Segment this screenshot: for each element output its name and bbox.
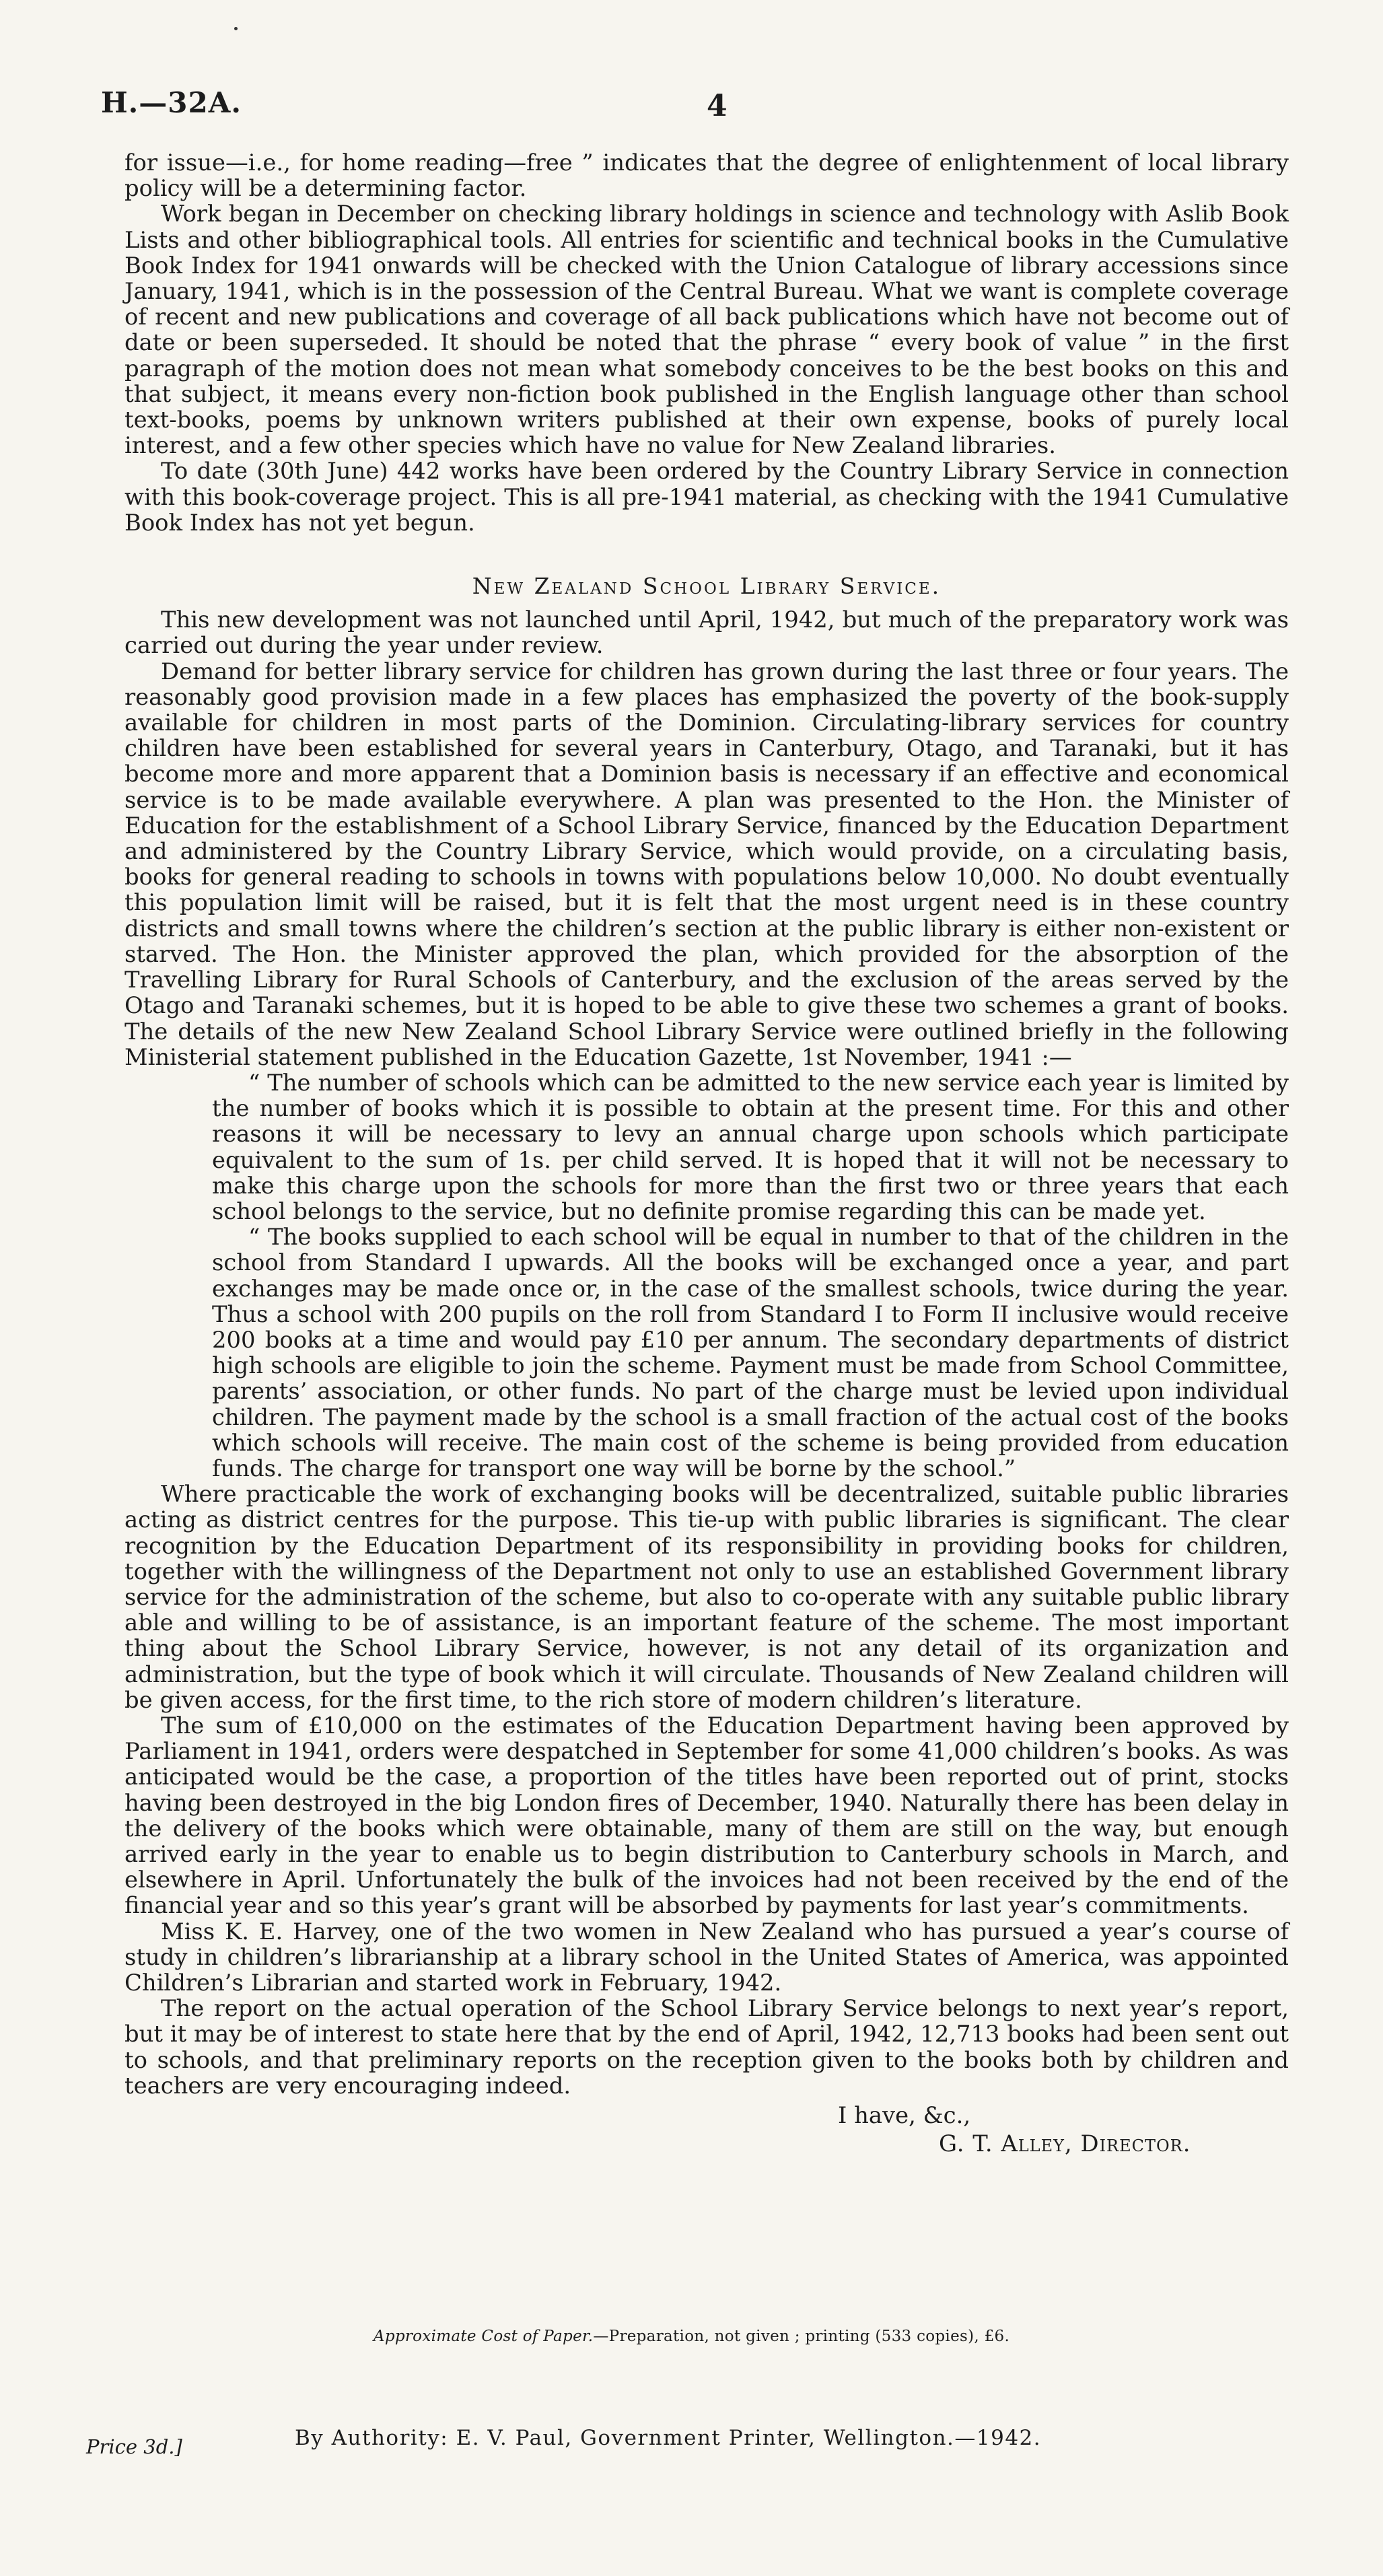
- section-heading: New Zealand School Library Service.: [472, 573, 942, 600]
- paragraph-exchanging: Where practicable the work of exchanging books will be decentralized, suitable public libraries acting as district centres for the purpose. This tie-up with public libraries is significant. The clear recognition by the Education Department of its responsibility in providing books for children, together with the willingness of the Department not only to use an established Government library service for the administration of the scheme, but also to co-operate with any suitable public library able and willing to be of assistance, is an important feature of the scheme. The most important thing about the School Library Service, however, is not any detail of its organization and administration, but the type of book which it will circulate. Thousands of New Zealand children will be given access, for the first time, to the rich store of modern children’s literature.: [125, 1481, 1289, 1713]
- page-number: 4: [707, 89, 728, 123]
- paragraph-new-development: This new development was not launched until April, 1942, but much of the preparatory work was carried out during the year under review.: [125, 606, 1289, 659]
- document-body: [125, 150, 1289, 2163]
- paragraph-report: The report on the actual operation of the School Library Service belongs to next year’s report, but it may be of interest to state here that by the end of April, 1942, 12,713 books had been sent out to schools, and that preliminary reports on the reception given to the books both by children and teachers are very encouraging indeed.: [125, 1995, 1289, 2099]
- printer-imprint: By Authority: E. V. Paul, Government Printer, Wellington.—1942.: [295, 2426, 1042, 2450]
- closing-signature: G. T. Alley, Director.: [939, 2130, 1191, 2157]
- printer-dot-mark: [234, 27, 238, 30]
- paragraph-demand: Demand for better library service for children has grown during the last three or four years. The reasonably good provision made in a few places has emphasized the poverty of the book-supply available for children in most parts of the Dominion. Circulating-library services for country children have been established for several years in Canterbury, Otago, and Taranaki, but it has become more and more apparent that a Dominion basis is necessary if an effective and economical service is to be made available everywhere. A plan was presented to the Hon. the Minister of Education for the establishment of a School Library Service, financed by the Education Department and administered by the Country Library Service, which would provide, on a circulating basis, books for general reading to schools in towns with populations below 10,000. No doubt eventually this population limit will be raised, but it is felt that the most urgent need is in these country districts and small towns where the children’s section at the public library is either non-existent or starved. The Hon. the Minister approved the plan, which provided for the absorption of the Travelling Library for Rural Schools of Canterbury, and the exclusion of the areas served by the Otago and Taranaki schemes, but it is hoped to be able to give these two schemes a grant of books. The details of the new New Zealand School Library Service were outlined briefly in the following Ministerial statement published in the Education Gazette, 1st November, 1941 :—: [125, 658, 1289, 1070]
- quote-paragraph-2: “ The books supplied to each school will be equal in number to that of the children in the school from Standard I upwards. All the books will be exchanged once a year, and part exchanges may be made once or, in the case of the smallest schools, twice during the year. Thus a school with 200 pupils on the roll from Standard I to Form II inclusive would receive 200 books at a time and would pay £10 per annum. The secondary departments of district high schools are eligible to join the scheme. Payment must be made from School Committee, parents’ association, or other funds. No part of the charge must be levied upon individual children. The payment made by the school is a small fraction of the actual cost of the books which schools will receive. The main cost of the scheme is being provided from education funds. The charge for transport one way will be borne by the school.”: [212, 1224, 1289, 1482]
- paragraph-works-ordered: To date (30th June) 442 works have been ordered by the Country Library Service in connection with this book-coverage project. This is all pre-1941 material, as checking with the 1941 Cumulative Book Index has not yet begun.: [125, 458, 1289, 536]
- paragraph-estimates: The sum of £10,000 on the estimates of the Education Department having been approved by Parliament in 1941, orders were despatched in September for some 41,000 children’s books. As was anticipated would be the case, a proportion of the titles have been reported out of print, stocks having been destroyed in the big London fires of December, 1940. Naturally there has been delay in the delivery of the books which were obtainable, many of them are still on the way, but enough arrived early in the year to enable us to begin distribution to Canterbury schools in March, and elsewhere in April. Unfortunately the bulk of the invoices had not been received by the end of the financial year and so this year’s grant will be absorbed by payments for last year’s commitments.: [125, 1712, 1289, 1919]
- quote-paragraph-1: “ The number of schools which can be admitted to the new service each year is limited by the number of books which it is possible to obtain at the present time. For this and other reasons it will be necessary to levy an annual charge upon schools which participate equivalent to the sum of 1s. per child served. It is hoped that it will not be necessary to make this charge upon the schools for more than the first two or three years that each school belongs to the service, but no definite promise regarding this can be made yet.: [212, 1069, 1289, 1224]
- price-note: Price 3d.]: [86, 2435, 182, 2458]
- page-header: [101, 86, 1282, 127]
- closing-block: [125, 2103, 1289, 2163]
- cost-text: —Preparation, not given ; printing (533 copies), £6.: [593, 2328, 1010, 2345]
- paragraph-book-checking: Work began in December on checking library holdings in science and technology with Aslib Book Lists and other bibliographical tools. All entries for scientific and technical books in the Cumulative Book Index for 1941 onwards will be checked with the Union Catalogue of library accessions since January, 1941, which is in the possession of the Central Bureau. What we want is complete coverage of recent and new publications and coverage of all back publications which have not become out of date or been superseded. It should be noted that the phrase “ every book of value ” in the first paragraph of the motion does not mean what somebody conceives to be the best books on this and that subject, it means every non-fiction book published in the English language other than school text-books, poems by unknown writers published at their own expense, books of purely local interest, and a few other species which have no value for New Zealand libraries.: [125, 201, 1289, 459]
- paragraph-continued: for issue—i.e., for home reading—free ” indicates that the degree of enlightenment of local library policy will be a determining factor.: [125, 149, 1289, 202]
- cost-label: Approximate Cost of Paper.: [373, 2328, 594, 2345]
- cost-note: [0, 2328, 1383, 2345]
- paragraph-harvey: Miss K. E. Harvey, one of the two women in New Zealand who has pursued a year’s course of study in children’s librarianship at a library school in the United States of America, was appointed Children’s Librarian and started work in February, 1942.: [125, 1918, 1289, 1996]
- closing-salutation: I have, &c.,: [838, 2102, 971, 2129]
- ministerial-statement-quote: [212, 1070, 1289, 1482]
- document-reference: H.—32A.: [101, 86, 242, 119]
